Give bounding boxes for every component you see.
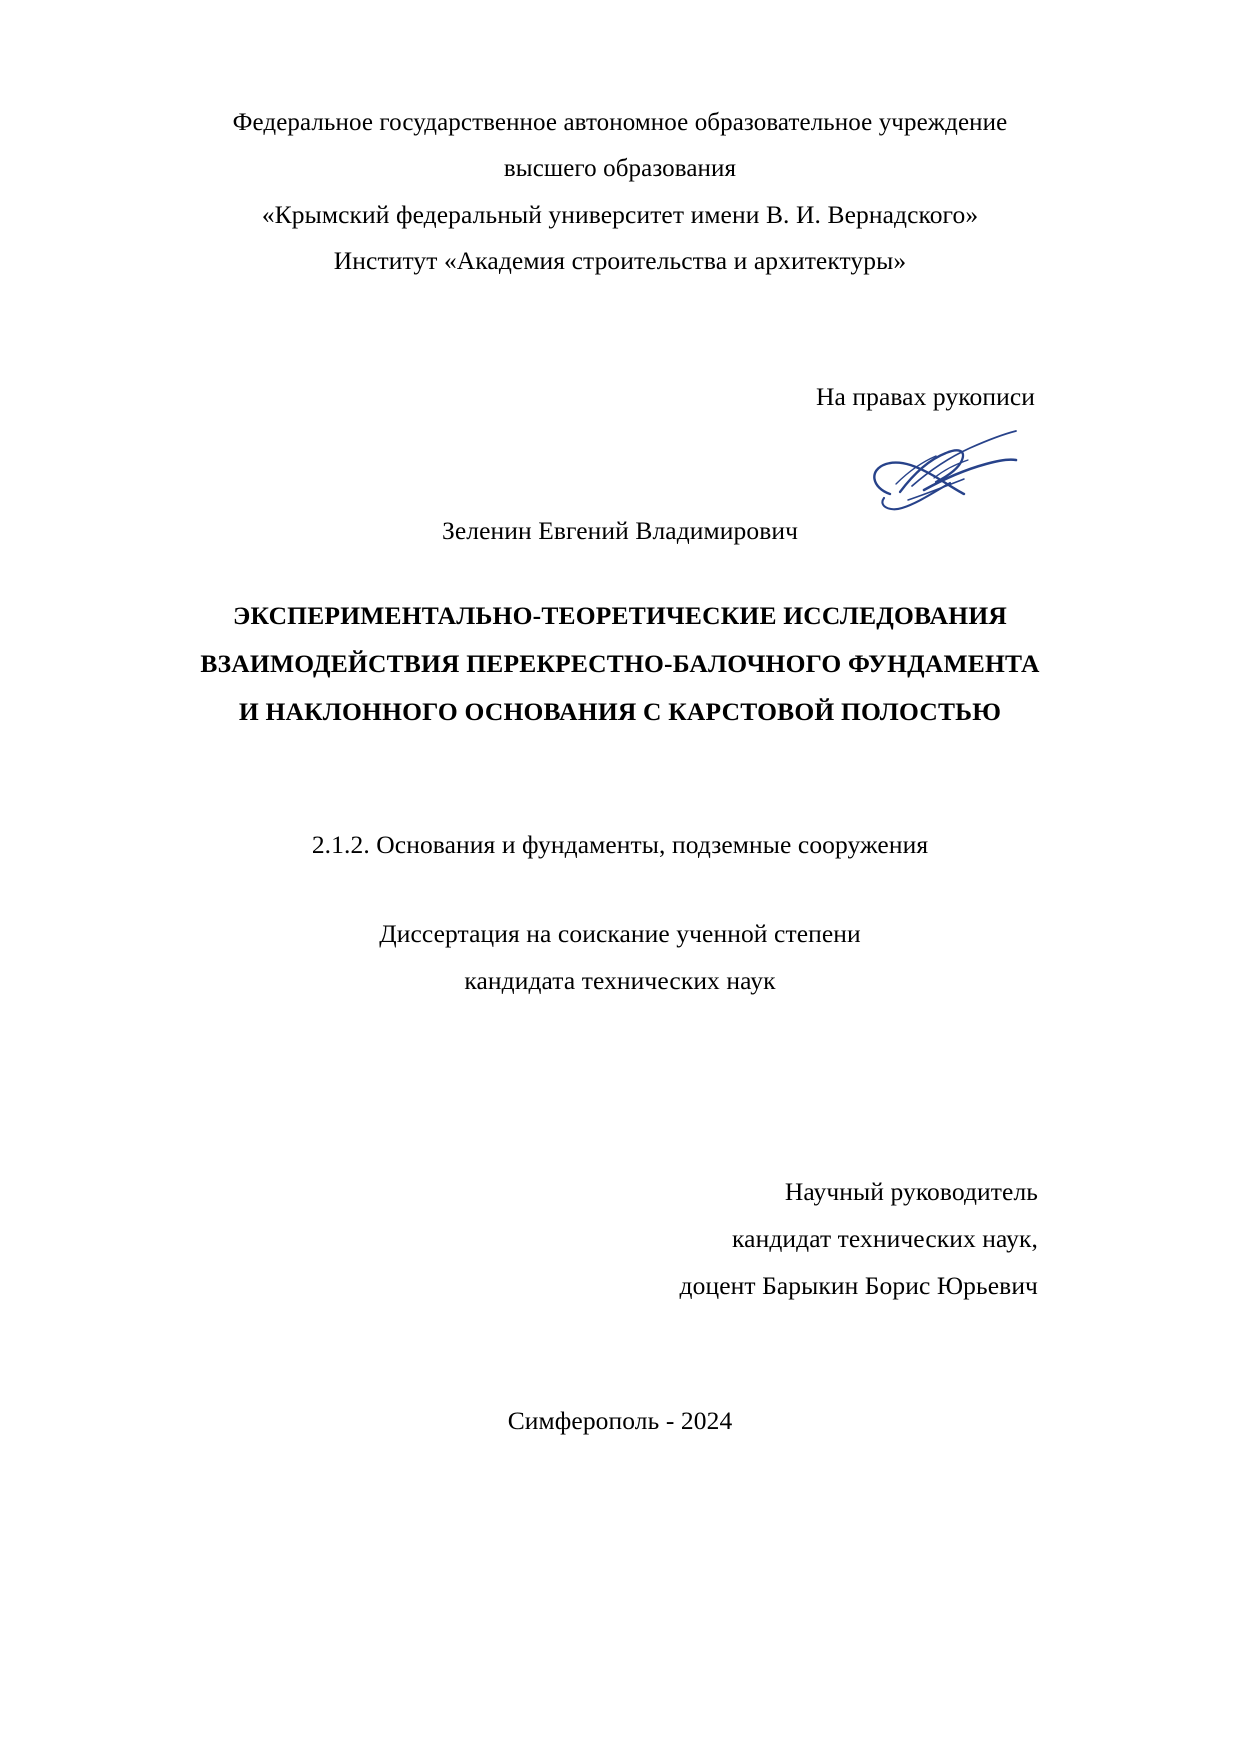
degree-line-2: кандидата технических наук [464, 966, 776, 995]
specialty-label: 2.1.2. Основания и фундаменты, подземные сооружения [311, 830, 929, 859]
institution-line-4: Институт «Академия строительства и архитектуры» [333, 246, 907, 275]
degree-line-1: Диссертация на соискание ученной степени [379, 919, 861, 948]
supervisor-degree: кандидат технических наук, [732, 1224, 1038, 1253]
signature-icon [838, 420, 1068, 520]
supervisor-role: Научный руководитель [784, 1177, 1038, 1206]
degree-statement [150, 910, 1090, 1004]
scientific-supervisor [150, 1168, 1090, 1309]
institution-line-3: «Крымский федеральный университет имени В. И. Вернадского» [261, 200, 979, 229]
title-line-1: ЭКСПЕРИМЕНТАЛЬНО-ТЕОРЕТИЧЕСКИЕ ИССЛЕДОВАНИЯ [233, 601, 1007, 630]
manuscript-rights-label: На правах рукописи [815, 382, 1035, 411]
institution-line-1: Федеральное государственное автономное образовательное учреждение [232, 109, 1008, 136]
city-year-label: Симферополь - 2024 [507, 1406, 733, 1435]
author-name [150, 508, 1090, 554]
manuscript-rights-note [150, 374, 1090, 420]
dissertation-title [150, 592, 1090, 736]
title-line-2: ВЗАИМОДЕЙСТВИЯ ПЕРЕКРЕСТНО-БАЛОЧНОГО ФУНДАМЕНТА [200, 649, 1040, 678]
supervisor-name: доцент Барыкин Борис Юрьевич [679, 1271, 1038, 1300]
institution-header [150, 100, 1090, 284]
city-and-year [150, 1398, 1090, 1444]
author-full-name: Зеленин Евгений Владимирович [441, 516, 799, 545]
specialty-code [150, 822, 1090, 868]
institution-line-2: высшего образования [503, 155, 737, 182]
title-line-3: И НАКЛОННОГО ОСНОВАНИЯ С КАРСТОВОЙ ПОЛОСТЬЮ [238, 697, 1002, 726]
